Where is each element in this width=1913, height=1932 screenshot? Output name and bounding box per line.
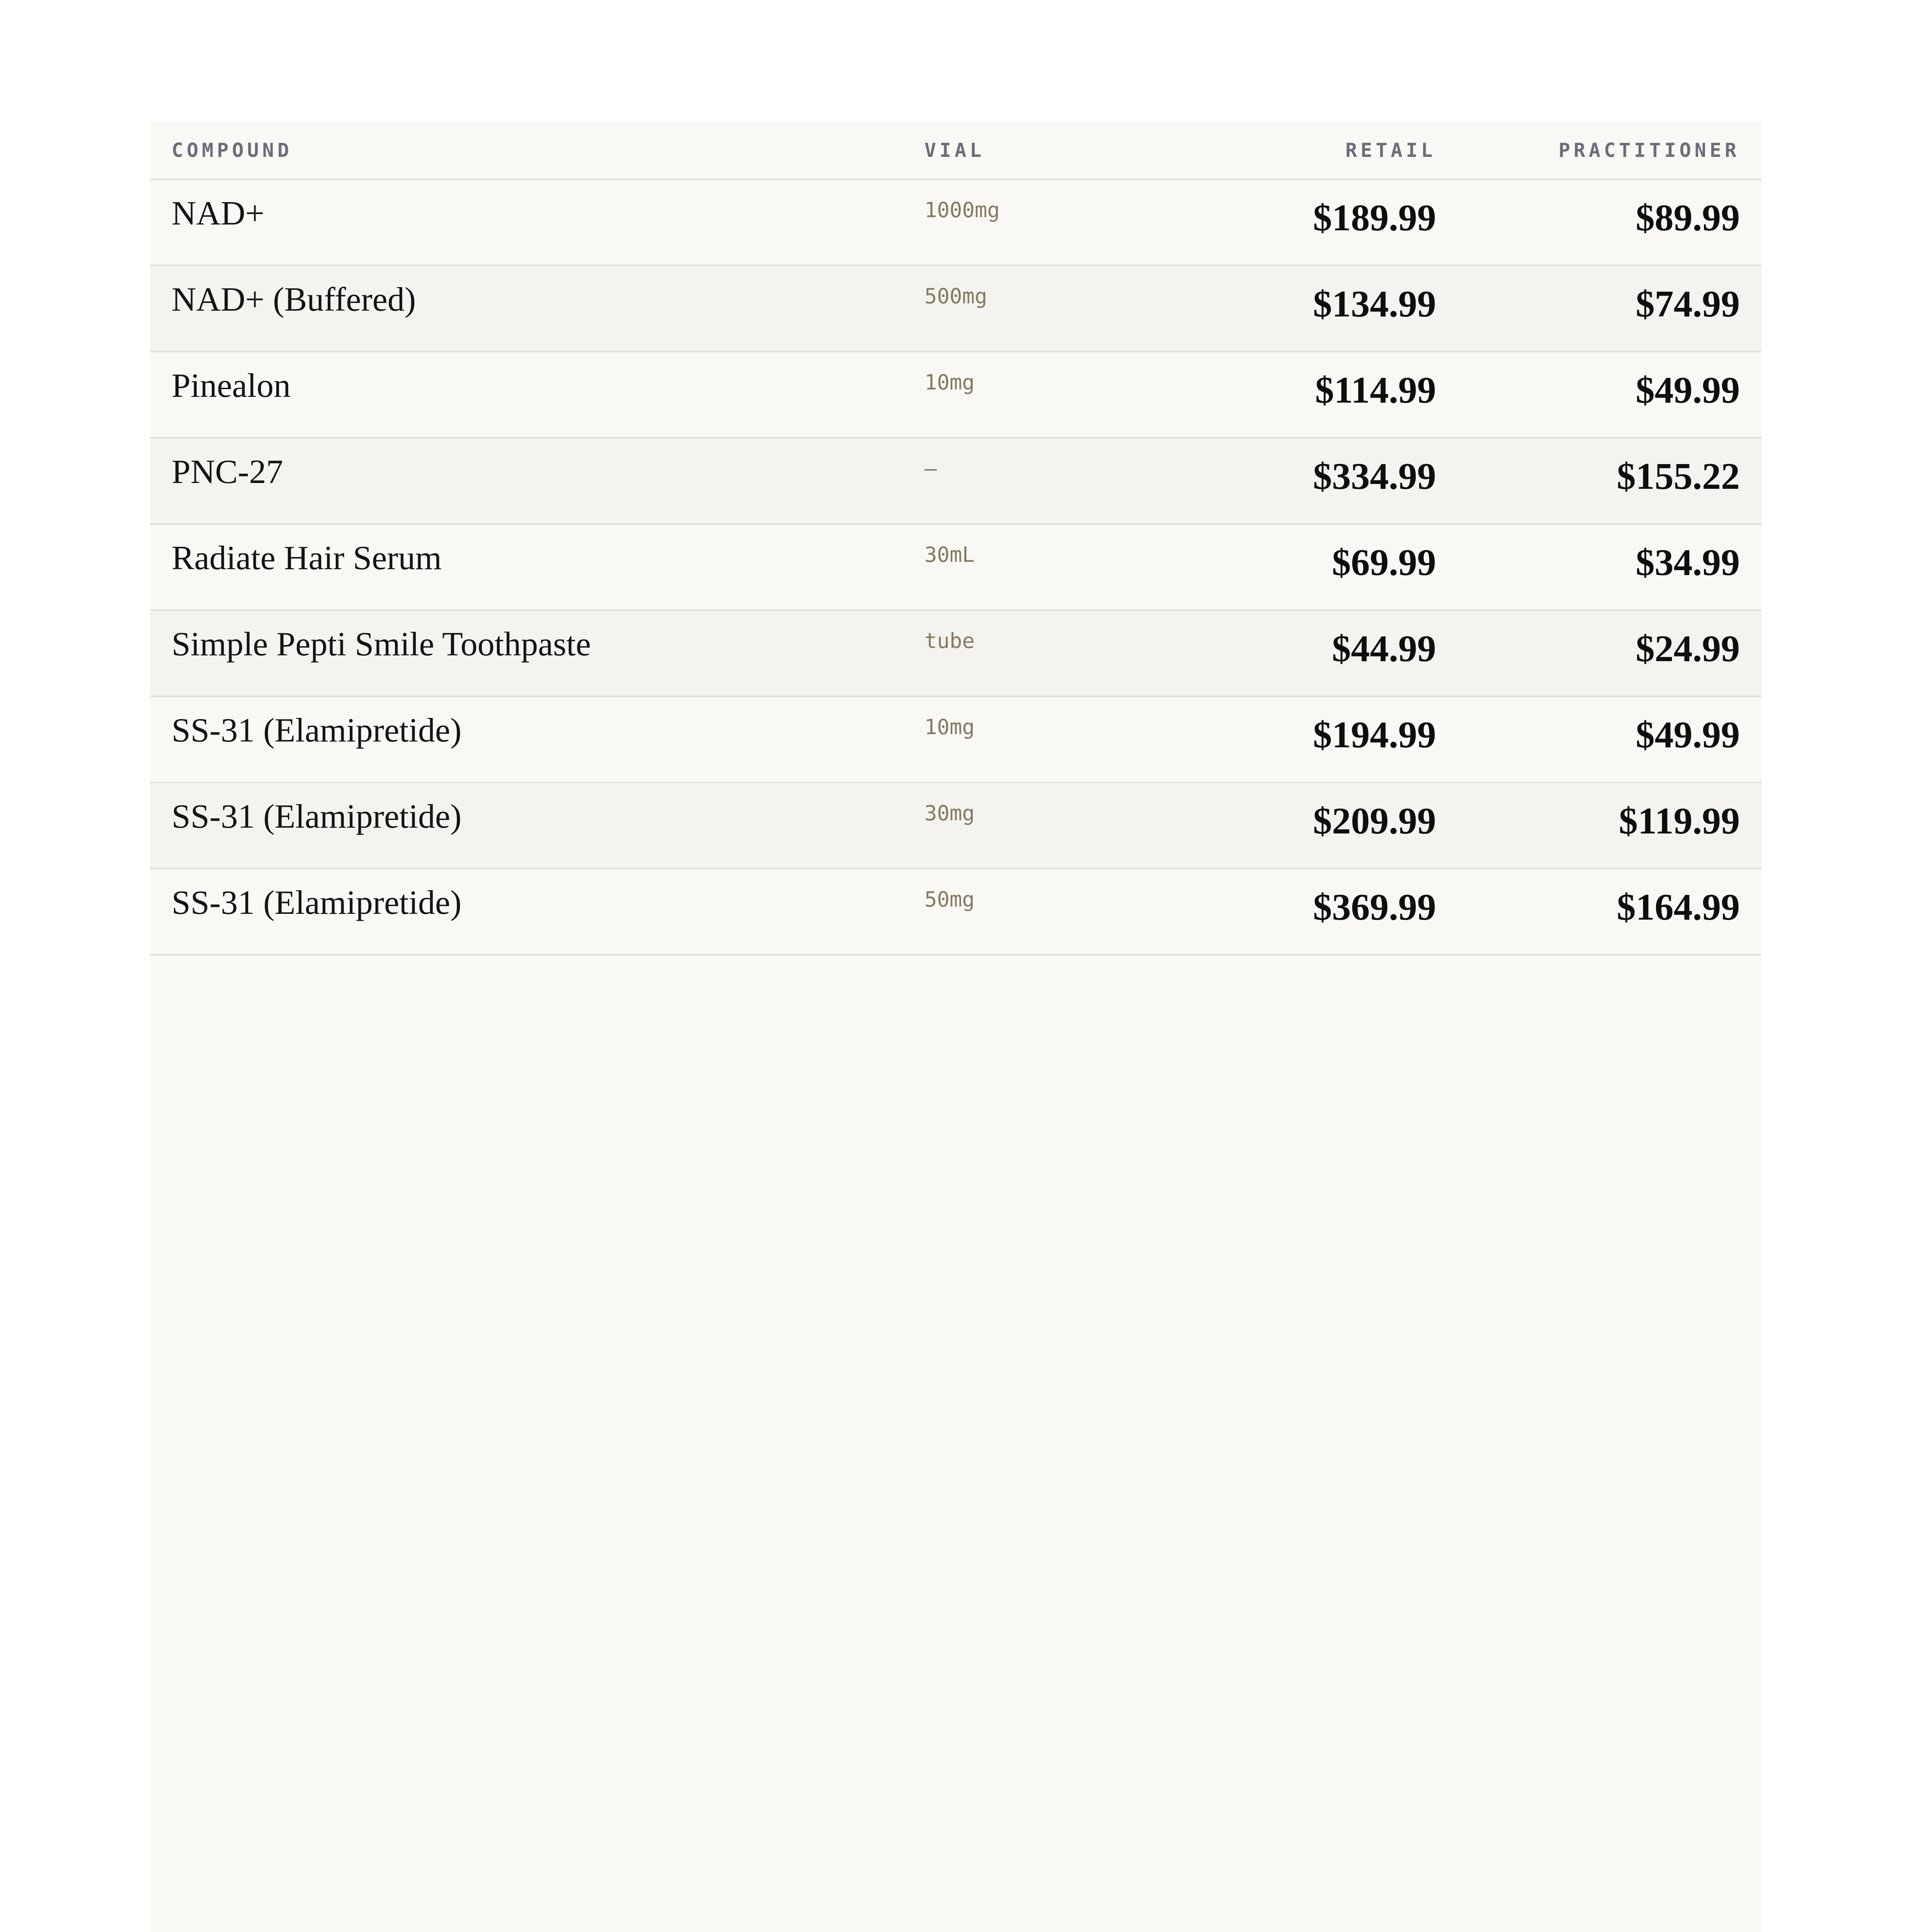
table-row (150, 696, 1762, 782)
vial-size: 30mL (924, 524, 1156, 610)
practitioner-price: $74.99 (1458, 265, 1762, 352)
header-vial: VIAL (924, 122, 1156, 179)
practitioner-price: $164.99 (1458, 869, 1762, 955)
table-row (150, 524, 1762, 610)
table-row (150, 438, 1762, 524)
table-row (150, 179, 1762, 265)
table-row (150, 782, 1762, 869)
header-compound: COMPOUND (150, 122, 924, 179)
retail-price: $369.99 (1156, 869, 1458, 955)
practitioner-price: $89.99 (1458, 179, 1762, 265)
practitioner-price: $155.22 (1458, 438, 1762, 524)
vial-size: tube (924, 610, 1156, 696)
header-practitioner: PRACTITIONER (1458, 122, 1762, 179)
vial-size: 1000mg (924, 179, 1156, 265)
compound-name: NAD+ (Buffered) (150, 265, 924, 352)
table-header-row (150, 122, 1762, 179)
retail-price: $189.99 (1156, 179, 1458, 265)
compound-name: SS-31 (Elamipretide) (150, 782, 924, 869)
vial-size: 10mg (924, 696, 1156, 782)
retail-price: $334.99 (1156, 438, 1458, 524)
vial-size: 10mg (924, 352, 1156, 438)
compound-name: Radiate Hair Serum (150, 524, 924, 610)
retail-price: $114.99 (1156, 352, 1458, 438)
retail-price: $69.99 (1156, 524, 1458, 610)
table-row (150, 352, 1762, 438)
vial-size: 500mg (924, 265, 1156, 352)
practitioner-price: $49.99 (1458, 696, 1762, 782)
compound-name: PNC-27 (150, 438, 924, 524)
retail-price: $194.99 (1156, 696, 1458, 782)
practitioner-price: $24.99 (1458, 610, 1762, 696)
retail-price: $209.99 (1156, 782, 1458, 869)
compound-name: NAD+ (150, 179, 924, 265)
price-table (150, 122, 1762, 956)
vial-size: 50mg (924, 869, 1156, 955)
practitioner-price: $49.99 (1458, 352, 1762, 438)
vial-size: 30mg (924, 782, 1156, 869)
compound-name: SS-31 (Elamipretide) (150, 869, 924, 955)
price-sheet (150, 122, 1762, 1932)
retail-price: $134.99 (1156, 265, 1458, 352)
vial-size: — (924, 438, 1156, 524)
practitioner-price: $34.99 (1458, 524, 1762, 610)
header-retail: RETAIL (1156, 122, 1458, 179)
table-row (150, 265, 1762, 352)
compound-name: SS-31 (Elamipretide) (150, 696, 924, 782)
retail-price: $44.99 (1156, 610, 1458, 696)
practitioner-price: $119.99 (1458, 782, 1762, 869)
compound-name: Simple Pepti Smile Toothpaste (150, 610, 924, 696)
compound-name: Pinealon (150, 352, 924, 438)
table-row (150, 869, 1762, 955)
table-row (150, 610, 1762, 696)
